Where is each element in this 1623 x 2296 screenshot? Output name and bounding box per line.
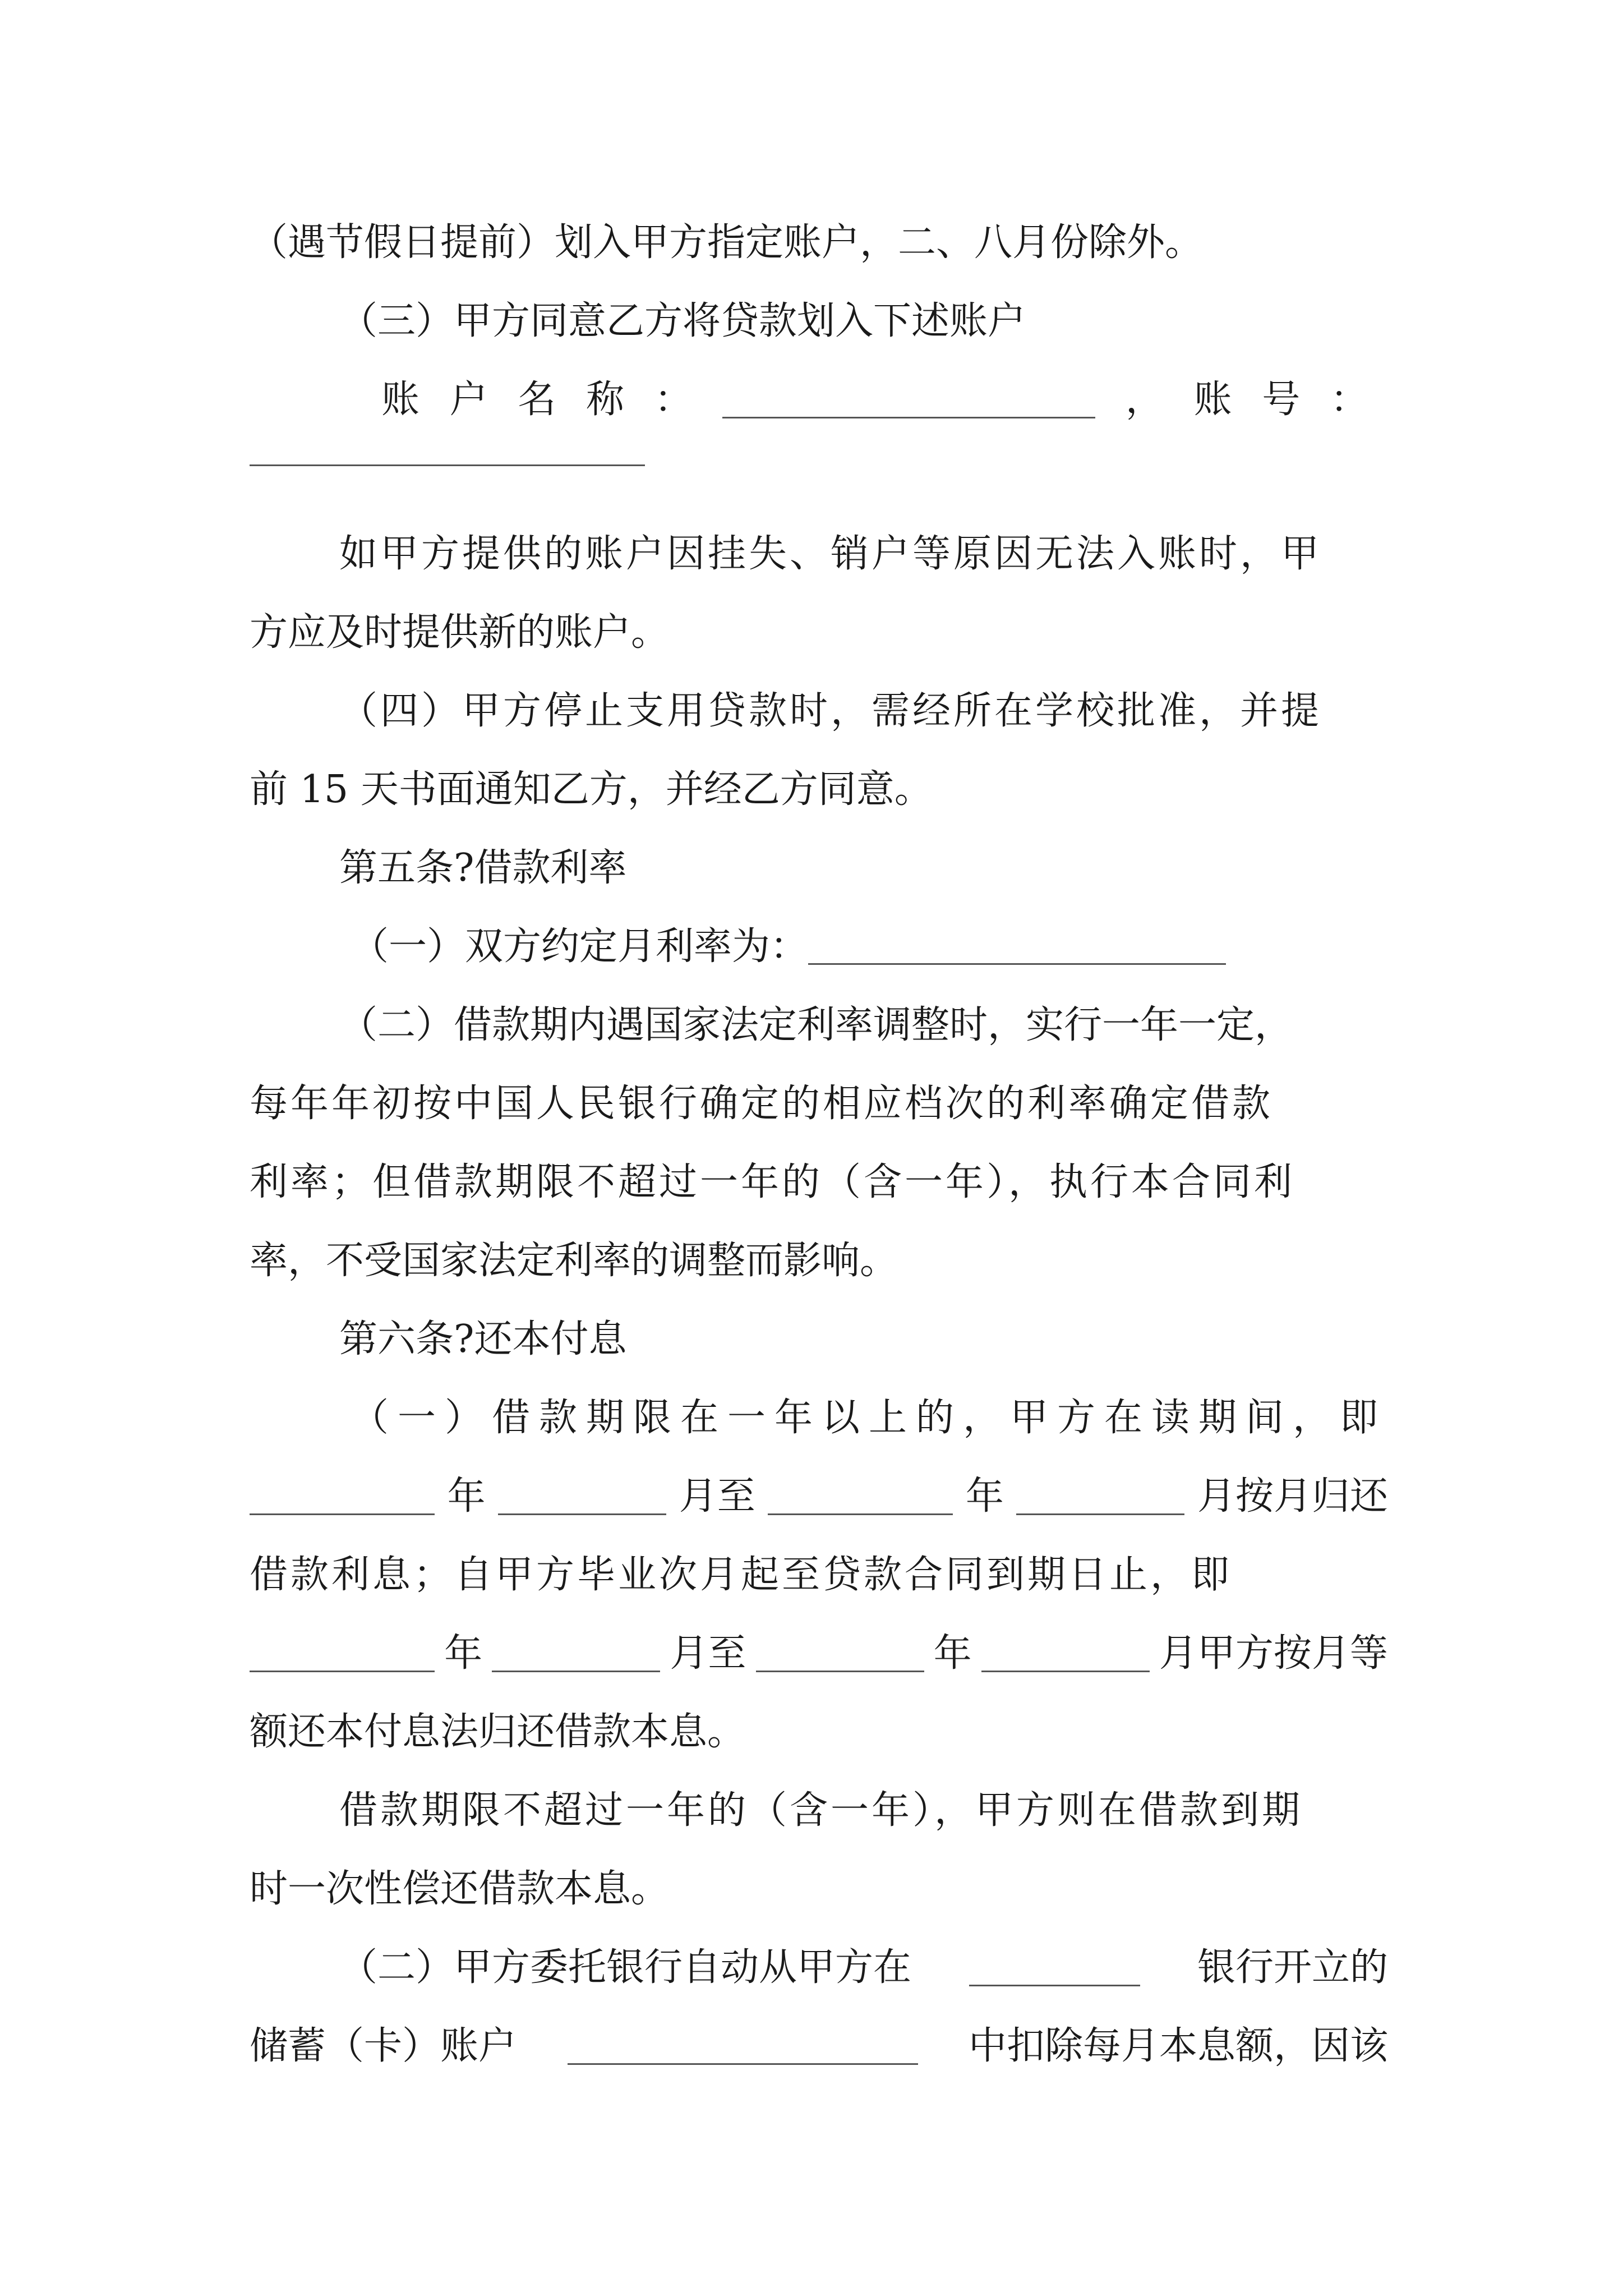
unit-text: 月至	[679, 1474, 755, 1519]
label-char: 户	[449, 378, 488, 422]
label-char: ：	[1330, 378, 1368, 422]
label-char: 号	[1262, 378, 1301, 422]
date-range-line	[250, 1463, 1388, 1530]
para-text: 储蓄（卡）账户	[250, 2024, 517, 2068]
bank-line	[339, 1934, 1388, 2001]
para-line: （遇节假日提前）划入甲方指定账户，二、八月份除外。	[250, 220, 1204, 265]
para-line: （三）甲方同意乙方将贷款划入下述账户	[339, 299, 1026, 343]
month-blank[interactable]	[492, 1636, 660, 1672]
unit-text: 年	[965, 1474, 1004, 1519]
date-range-line	[250, 1620, 1388, 1687]
para-line: 借款利息；自甲方毕业次月起至贷款合同到期日止，即	[250, 1553, 1233, 1597]
label-char: 账	[1193, 378, 1232, 422]
bank-name-blank[interactable]	[969, 1950, 1140, 1986]
label-char: 称	[585, 378, 624, 422]
month-blank[interactable]	[498, 1479, 666, 1515]
year-blank[interactable]	[756, 1636, 924, 1672]
label-char: ：	[654, 378, 693, 422]
account-number-blank[interactable]	[250, 464, 645, 466]
para-text: 银行开立的	[1197, 1945, 1388, 1990]
unit-text: 月至	[670, 1631, 746, 1676]
para-line: 前 15 天书面通知乙方，并经乙方同意。	[250, 767, 933, 812]
unit-text: 年	[444, 1631, 483, 1676]
month-blank[interactable]	[1016, 1479, 1184, 1515]
rate-line	[351, 913, 1399, 981]
section-heading: 第五条?借款利率	[339, 846, 627, 890]
monthly-rate-blank[interactable]	[808, 928, 1226, 965]
para-line: （一）借款期限在一年以上的，甲方在读期间，即	[351, 1396, 1387, 1440]
account-name-blank[interactable]	[722, 382, 1095, 418]
para-text: （二）甲方委托银行自动从甲方在	[339, 1945, 912, 1990]
para-line: 每年年初按中国人民银行确定的相应档次的利率确定借款	[250, 1082, 1274, 1126]
year-blank[interactable]	[768, 1479, 953, 1515]
para-line: 方应及时提供新的账户。	[250, 610, 670, 655]
year-blank[interactable]	[250, 1636, 435, 1672]
label-char: 名	[518, 378, 556, 422]
card-account-blank[interactable]	[568, 2028, 918, 2065]
unit-text: 年	[447, 1474, 486, 1519]
year-blank[interactable]	[250, 1479, 435, 1515]
para-line: 借款期限不超过一年的（含一年），甲方则在借款到期	[339, 1788, 1303, 1833]
para-line: 时一次性偿还借款本息。	[250, 1867, 670, 1911]
para-text: （一）双方约定月利率为：	[351, 924, 809, 969]
unit-text: 月甲方按月等	[1159, 1631, 1388, 1676]
unit-text: 月按月归还	[1197, 1474, 1388, 1519]
label-char: 账	[381, 378, 420, 422]
unit-text: 年	[933, 1631, 972, 1676]
para-line: 如甲方提供的账户因挂失、销户等原因无法入账时，甲	[339, 532, 1322, 576]
label-char: ，	[1125, 378, 1164, 422]
section-heading: 第六条?还本付息	[339, 1317, 627, 1361]
month-blank[interactable]	[981, 1636, 1150, 1672]
account-line	[381, 366, 1368, 434]
para-line: （二）借款期内遇国家法定利率调整时，实行一年一定，	[339, 1003, 1293, 1047]
para-line: 率，不受国家法定利率的调整而影响。	[250, 1239, 898, 1283]
card-line	[250, 2013, 1388, 2080]
para-line: （四）甲方停止支用贷款时，需经所在学校批准，并提	[339, 689, 1322, 733]
para-text: 中扣除每月本息额，因该	[968, 2024, 1388, 2068]
para-line: 利率；但借款期限不超过一年的（含一年），执行本合同利	[250, 1160, 1295, 1204]
para-line: 额还本付息法归还借款本息。	[250, 1710, 746, 1754]
